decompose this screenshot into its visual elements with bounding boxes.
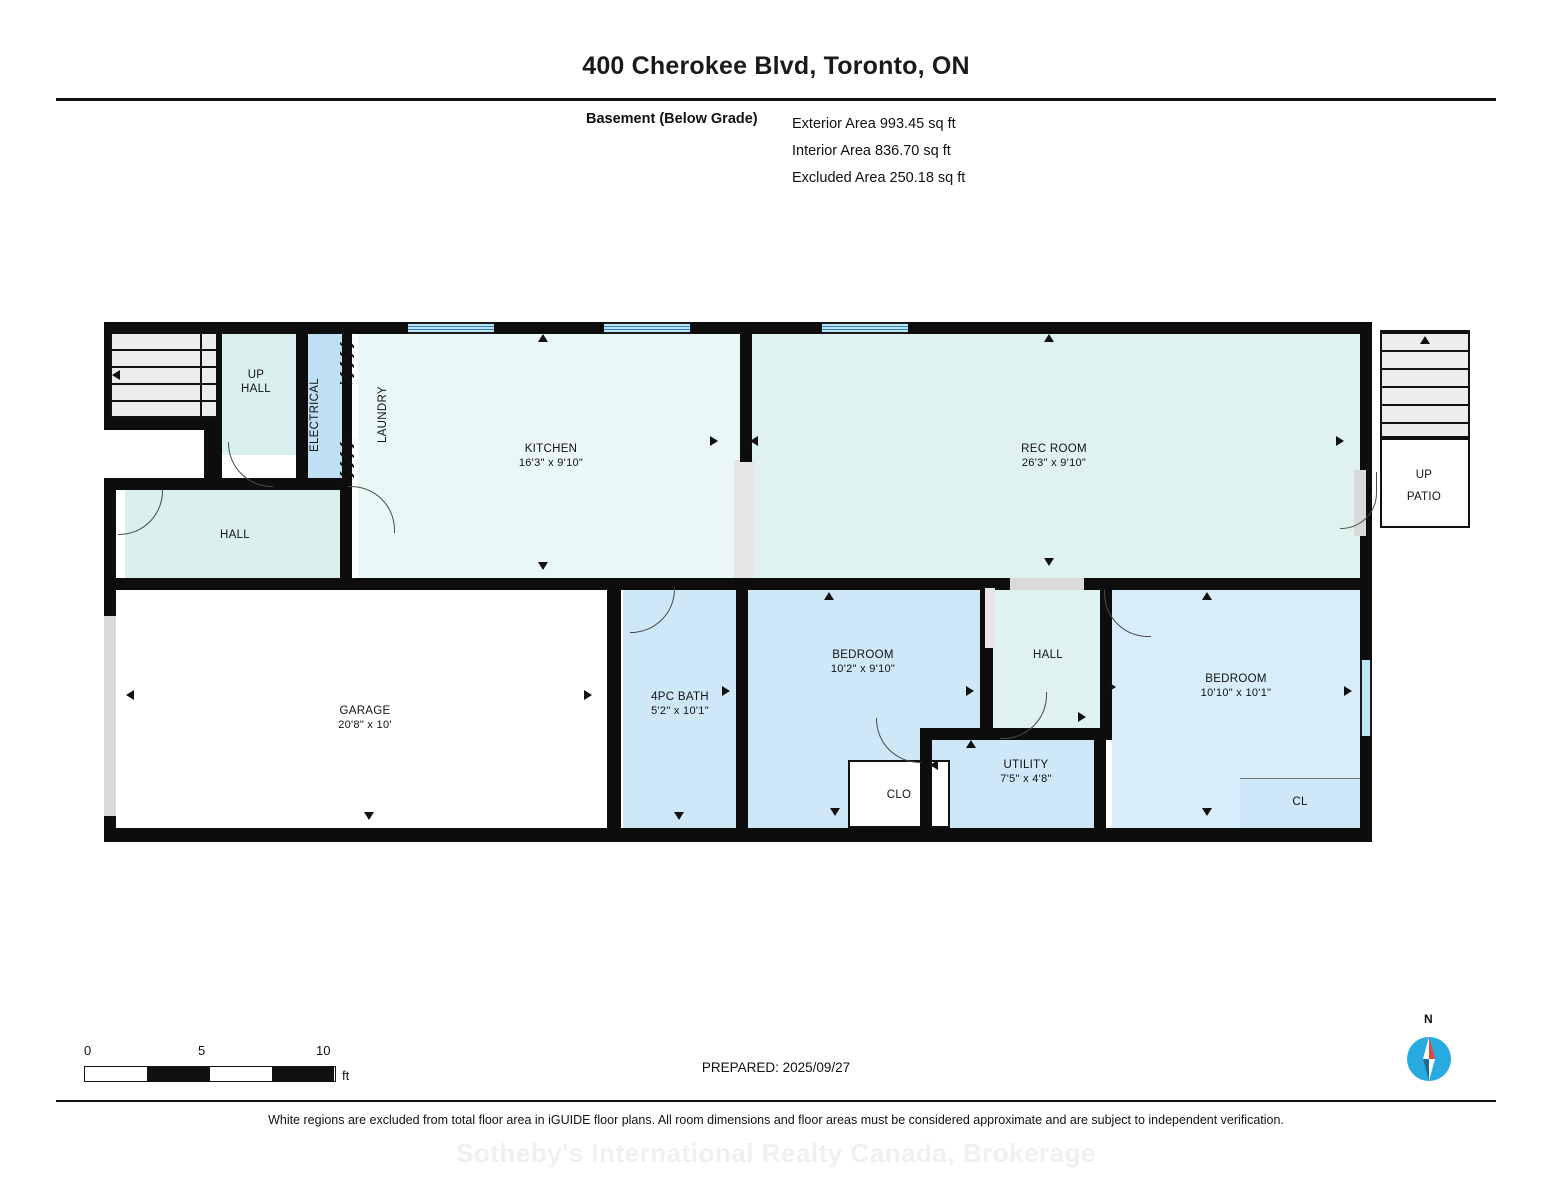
- stairs-patio: [1380, 330, 1470, 438]
- window-kitchen-left: [408, 322, 494, 334]
- wall-interior-mid-left: [116, 578, 616, 590]
- utility-name: UTILITY: [1003, 759, 1049, 771]
- arrow-bedroom1-up: [824, 592, 834, 600]
- scale-tick-5: 5: [198, 1043, 206, 1058]
- brokerage-watermark: Sotheby's International Realty Canada, Brokerage: [456, 1138, 1096, 1168]
- arrow-hall-mid-right: [1108, 682, 1116, 692]
- wall-utility-left: [920, 728, 932, 842]
- scale-tick-0: 0: [84, 1043, 92, 1058]
- bedroom1-dim: 10'2" x 9'10": [830, 663, 896, 675]
- label-patio: [1378, 468, 1470, 504]
- label-hall-mid: [1000, 648, 1096, 662]
- electrical-zigzag-bottom: [340, 438, 354, 484]
- prepared-date: PREPARED: 2025/09/27: [701, 1060, 851, 1075]
- electrical-name: ELECTRICAL: [309, 378, 321, 452]
- opening-garage-left: [104, 616, 116, 816]
- bath-dim: 5'2" x 10'1": [651, 705, 709, 717]
- arrow-bedroom1-right: [966, 686, 974, 696]
- arrow-bedroom2-up: [1202, 592, 1212, 600]
- arrow-utility-left: [930, 760, 938, 770]
- hall-left-name: HALL: [220, 529, 250, 541]
- window-rec-room: [822, 322, 908, 334]
- floor-plan: [0, 300, 1552, 880]
- rec-room-dim: 26'3" x 9'10": [1021, 457, 1087, 469]
- arrow-rec-down: [1044, 558, 1054, 566]
- laundry-name: LAUNDRY: [377, 386, 389, 444]
- window-bedroom2-right: [1360, 660, 1372, 736]
- wall-left-jog-horizontal: [104, 418, 216, 430]
- label-utility: [950, 758, 1102, 786]
- arrow-garage-left: [126, 690, 134, 700]
- bedroom2-dim: 10'10" x 10'1": [1200, 687, 1272, 699]
- electrical-zigzag-top: [340, 338, 354, 384]
- label-closet-cl: [1242, 795, 1358, 809]
- area-summary: [792, 111, 965, 192]
- interior-area: Interior Area 836.70 sq ft: [792, 143, 951, 159]
- label-garage: [260, 704, 470, 732]
- wall-exterior-top: [104, 322, 1372, 334]
- title-divider: [56, 98, 1496, 101]
- patio-name: PATIO: [1406, 491, 1442, 503]
- page-title: 400 Cherokee Blvd, Toronto, ON: [582, 52, 970, 80]
- excluded-area: Excluded Area 250.18 sq ft: [792, 170, 966, 186]
- scale-tick-10: 10: [316, 1043, 331, 1058]
- hall-up-name: HALL: [241, 383, 271, 395]
- stairs-patio-arrow: [1420, 336, 1430, 344]
- level-label: Basement (Below Grade): [586, 111, 758, 127]
- arrow-utility-right: [1078, 712, 1086, 722]
- hall-mid-name: HALL: [1033, 649, 1063, 661]
- arrow-utility-up: [966, 740, 976, 748]
- arrow-kitchen-down: [538, 562, 548, 570]
- label-kitchen: [446, 442, 656, 470]
- compass-rose: [1398, 1012, 1460, 1090]
- bath-name: 4PC BATH: [651, 691, 709, 703]
- disclaimer-text: White regions are excluded from total floor area in iGUIDE floor plans. All room dimensions and floor areas must be considered approximate and are subject to independent verification.: [268, 1113, 1284, 1127]
- arrow-rec-left: [750, 436, 758, 446]
- arrow-bedroom2-down: [1202, 808, 1212, 816]
- arrow-bath-down: [674, 812, 684, 820]
- hall-up-up-text: UP: [247, 369, 265, 381]
- scale-unit: ft: [342, 1068, 350, 1083]
- compass-icon: [1398, 1028, 1460, 1090]
- rec-room-name: REC ROOM: [1021, 443, 1087, 455]
- arrow-bedroom2-right: [1344, 686, 1352, 696]
- label-hall-up: [200, 368, 312, 396]
- footer-divider: [56, 1100, 1496, 1102]
- garage-dim: 20'8" x 10': [338, 719, 392, 731]
- label-hall-left: [180, 528, 290, 542]
- arrow-garage-down: [364, 812, 374, 820]
- exterior-area: Exterior Area 993.45 sq ft: [792, 116, 956, 132]
- compass-north-label: N: [1424, 1012, 1433, 1026]
- label-bedroom-1: [760, 648, 966, 676]
- utility-dim: 7'5" x 4'8": [1000, 773, 1052, 785]
- label-electrical: [308, 355, 324, 475]
- arrow-kitchen-right: [710, 436, 718, 446]
- arrow-kitchen-up: [538, 334, 548, 342]
- label-bath: [620, 690, 740, 718]
- kitchen-dim: 16'3" x 9'10": [518, 457, 584, 469]
- arrow-rec-up: [1044, 334, 1054, 342]
- opening-rec-bottom: [1010, 578, 1084, 590]
- wall-electrical-left: [296, 322, 308, 482]
- stairs-up-left-arrow: [112, 370, 120, 380]
- kitchen-name: KITCHEN: [524, 443, 578, 455]
- label-closet-clo: [850, 788, 948, 802]
- garage-name: GARAGE: [339, 705, 391, 717]
- label-rec-room: [944, 442, 1164, 470]
- patio-up-text: UP: [1415, 469, 1433, 481]
- label-laundry: [376, 360, 392, 470]
- wall-garage-right: [607, 588, 621, 842]
- closet-cl-name: CL: [1292, 796, 1308, 808]
- wall-hall-left-top: [116, 478, 352, 490]
- arrow-rec-right: [1336, 436, 1344, 446]
- arrow-bedroom1-down: [830, 808, 840, 816]
- bedroom2-name: BEDROOM: [1205, 673, 1267, 685]
- wall-hall-mid-left: [985, 588, 995, 648]
- bedroom1-name: BEDROOM: [832, 649, 894, 661]
- label-bedroom-2: [1128, 672, 1344, 700]
- closet-clo-name: CLO: [886, 789, 912, 801]
- window-kitchen-right: [604, 322, 690, 334]
- wall-kitchen-rec-opening: [734, 460, 754, 578]
- arrow-garage-right: [584, 690, 592, 700]
